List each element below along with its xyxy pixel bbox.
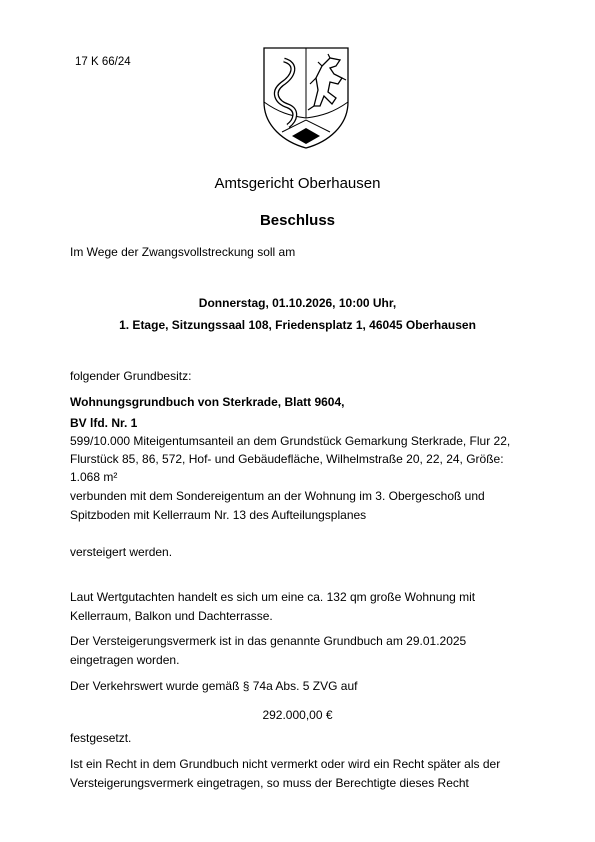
intro-text: Im Wege der Zwangsvollstreckung soll am — [70, 245, 296, 259]
description-line: verbunden mit dem Sondereigentum an der Wohnung im 3. Obergeschoß und — [70, 489, 485, 503]
entry-line: Der Versteigerungsvermerk ist in das genannte Grundbuch am 29.01.2025 — [70, 634, 467, 648]
date-line: Donnerstag, 01.10.2026, 10:00 Uhr, — [198, 296, 397, 310]
file-number: 17 K 66/24 — [75, 56, 131, 68]
value-intro: Der Verkehrswert wurde gemäß § 74a Abs. 5 ZVG auf — [70, 679, 358, 693]
property-label: folgender Grundbesitz: — [70, 369, 192, 383]
appraisal-line: Laut Wertgutachten handelt es sich um eine ca. 132 qm große Wohnung mit — [70, 590, 476, 604]
rights-line: Versteigerungsvermerk eingetragen, so muss der Berechtigte dieses Recht — [70, 776, 469, 790]
entry-line: eingetragen worden. — [70, 653, 180, 667]
register-line: Wohnungsgrundbuch von Sterkrade, Blatt 9604, — [70, 395, 345, 409]
bv-line: BV lfd. Nr. 1 — [70, 416, 138, 430]
value-outro: festgesetzt. — [70, 731, 132, 745]
coat-of-arms-icon — [258, 44, 354, 152]
description-line: 1.068 m² — [70, 470, 118, 484]
document-title: Beschluss — [259, 212, 336, 229]
rights-line: Ist ein Recht in dem Grundbuch nicht vermerkt oder wird ein Recht später als der — [70, 757, 501, 771]
description-line: Flurstück 85, 86, 572, Hof- und Gebäudefläche, Wilhelmstraße 20, 22, 24, Größe: — [70, 452, 504, 466]
appraisal-line: Kellerraum, Balkon und Dachterrasse. — [70, 609, 273, 623]
auction-line: versteigert werden. — [70, 545, 173, 559]
location-line: 1. Etage, Sitzungssaal 108, Friedensplatz 1, 46045 Oberhausen — [119, 318, 476, 332]
value-amount: 292.000,00 € — [262, 708, 333, 722]
description-line: Spitzboden mit Kellerraum Nr. 13 des Aufteilungsplanes — [70, 508, 367, 522]
description-line: 599/10.000 Miteigentumsanteil an dem Grundstück Gemarkung Sterkrade, Flur 22, — [70, 434, 511, 448]
court-name: Amtsgericht Oberhausen — [214, 175, 381, 192]
